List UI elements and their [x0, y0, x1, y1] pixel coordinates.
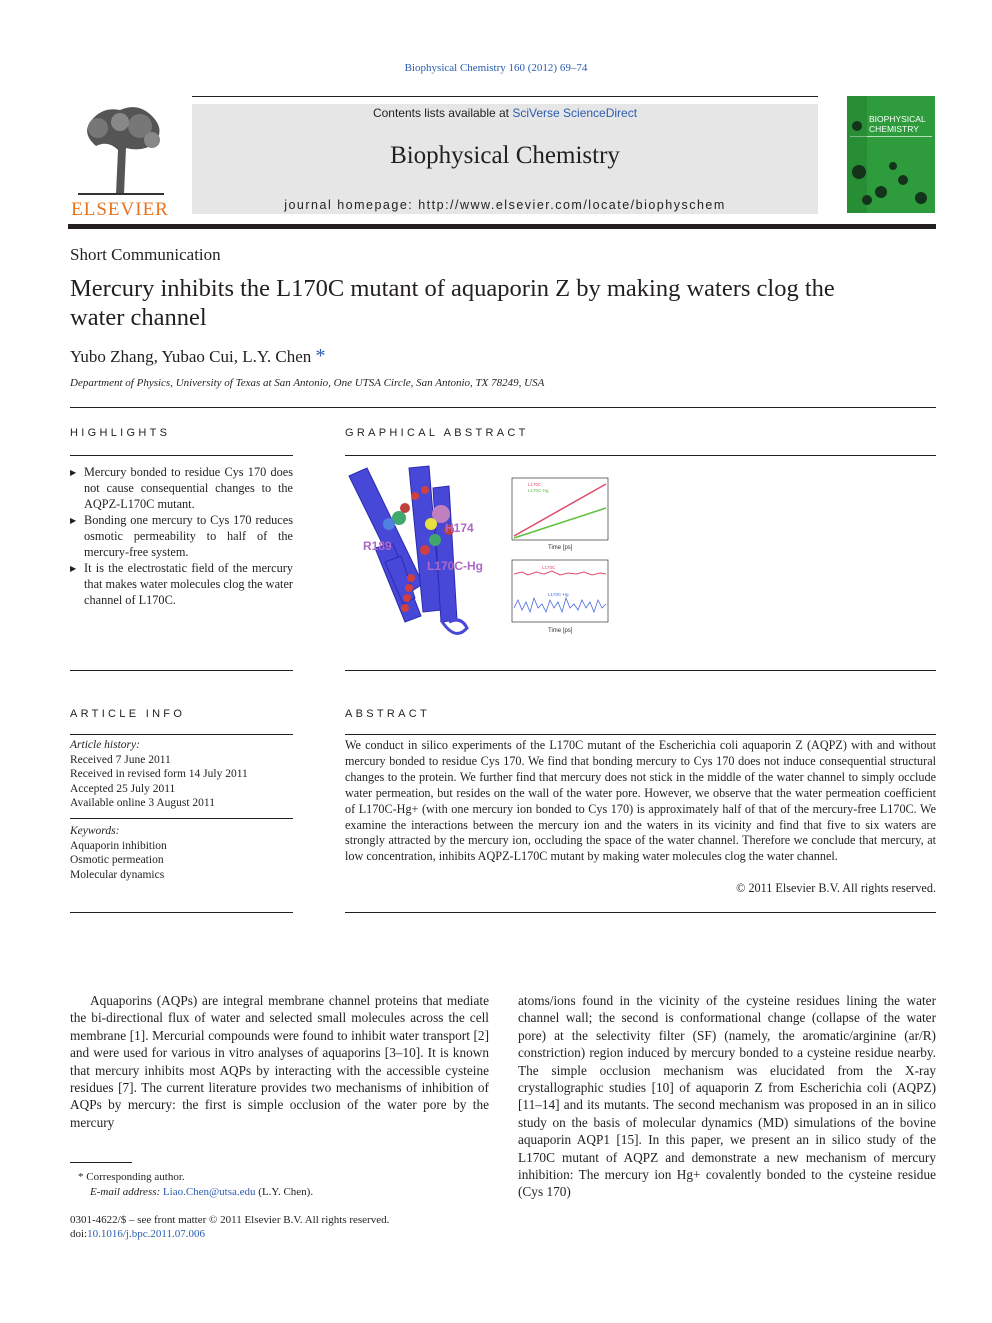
journal-cover [847, 96, 935, 213]
body-column-2: atoms/ions found in the vicinity of the cysteine residues lining the water channel wall; the second is conformational change (collapse of the water pore) at the selectivity filter (SF) (namely, the aromatic/arginine (ar/R) constriction) region induced by mercury bonded to a cysteine residue nearby. The simple occlusion mechanism was elucidated from the X-ray crystallographic studies [10] of aquaporin Z from Escherichia coli (AQPZ) [11–14] and its mutants. The second mechanism was proposed in an in silico study on the basis of molecular dynamics (MD) simulations of the bovine aquaporin AQP1 [15]. In this paper, we present an in silico study of the L170C mutant of AQPZ and demonstrate a new mechanism of mercury inhibition: The mercury ion Hg+ covalently bonded to the cysteine residue (Cys 170) [518, 993, 936, 1200]
journal-citation[interactable]: Biophysical Chemistry 160 (2012) 69–74 [404, 62, 588, 74]
highlights-list [70, 464, 293, 608]
label-l170c-hg: L170C-Hg [427, 559, 484, 573]
plot2-legend-2: L170C-Hg [548, 592, 569, 597]
abstract-copyright: © 2011 Elsevier B.V. All rights reserved. [736, 881, 936, 895]
highlight-item: ▶ It is the electrostatic field of the mercury that makes water molecules clog the water channel of L170C. [70, 560, 293, 608]
graphical-abstract-heading: GRAPHICAL ABSTRACT [345, 427, 529, 439]
history-item: Received in revised form 14 July 2011 [70, 768, 248, 780]
abstract-text: We conduct in silico experiments of the L170C mutant of the Escherichia coli aquaporin Z (AQPZ) with and without mercury bonded to residue Cys 170. We find that bonding mercury to Cys 170 does not induce consequential structural changes to the protein. We further find that mercury does not stick in the middle of the water channel to simply occlude water permeation, but resides on the wall of the water pore. However, we observe that the water permeation coefficient of L170C-Hg+ (with one mercury ion bonded to Cys 170) is approximately half of that of the mercury-free L170C. We examine the interactions between the mercury ion and the waters in its vicinity and find that five to six waters are strongly attracted by the mercury ion, occluding the space of the water channel. Therefore we conclude that mercury, at low concentration, inhibits AQPZ-L170C mutant by making water molecules clog the water channel. [345, 738, 936, 864]
history-item: Received 7 June 2011 [70, 753, 171, 766]
graphical-abstract-plots [498, 474, 610, 636]
issn-line: 0301-4622/$ – see front matter © 2011 Elsevier B.V. All rights reserved. [70, 1214, 390, 1226]
cover-title-1: BIOPHYSICAL [869, 114, 926, 124]
corresponding-footnote: * Corresponding author. E-mail address: Liao.Chen@utsa.edu (L.Y. Chen). [78, 1171, 314, 1198]
label-h174: H174 [445, 521, 474, 535]
keywords: Keywords: Aquaporin inhibition Osmotic permeation Molecular dynamics [70, 824, 293, 882]
plot1-xlabel: Time [ps] [548, 545, 573, 551]
article-info-heading: ARTICLE INFO [70, 708, 186, 720]
highlight-item: ▶ Bonding one mercury to Cys 170 reduces osmotic permeability to half of the mercury-free system. [70, 512, 293, 560]
corresponding-author-mark[interactable]: * [315, 345, 326, 367]
highlights-heading: HIGHLIGHTS [70, 427, 171, 439]
affiliation: Department of Physics, University of Texas at San Antonio, One UTSA Circle, San Antonio, TX 78249, USA [70, 377, 545, 389]
journal-homepage[interactable]: journal homepage: http://www.elsevier.com/locate/biophyschem [284, 198, 726, 212]
highlight-item: ▶ Mercury bonded to residue Cys 170 does not cause consequential changes to the AQPZ-L170C mutant. [70, 464, 293, 512]
plot2-xlabel: Time [ps] [548, 628, 573, 634]
history-item: Available online 3 August 2011 [70, 797, 216, 809]
plot1-legend-1: L170C [528, 482, 542, 487]
history-item: Accepted 25 July 2011 [70, 782, 176, 795]
author-list: Yubo Zhang, Yubao Cui, L.Y. Chen * [70, 345, 326, 367]
elsevier-logo [68, 100, 172, 220]
permeation-plot-icon [498, 474, 610, 636]
keyword-item: Molecular dynamics [70, 868, 165, 881]
doi-link[interactable]: 10.1016/j.bpc.2011.07.006 [87, 1228, 205, 1240]
label-r189: R189 [363, 539, 392, 553]
keyword-item: Aquaporin inhibition [70, 839, 167, 852]
cover-art-icon [847, 96, 935, 213]
elsevier-tree-icon [68, 100, 172, 196]
journal-name: Biophysical Chemistry [390, 142, 620, 169]
plot1-legend-2: L170C-Hg [528, 488, 549, 493]
article-title: Mercury inhibits the L170C mutant of aquaporin Z by making waters clog the water channel [70, 275, 835, 331]
abstract-heading: ABSTRACT [345, 708, 431, 720]
journal-banner [192, 104, 818, 214]
keyword-item: Osmotic permeation [70, 854, 164, 866]
email-link[interactable]: Liao.Chen@utsa.edu [162, 1185, 256, 1198]
contents-line: Contents lists available at SciVerse ScienceDirect [372, 106, 638, 120]
plot2-legend-1: L170C [542, 565, 556, 570]
cover-title-2: CHEMISTRY [869, 124, 919, 134]
article-type: Short Communication [70, 245, 221, 264]
body-column-1: Aquaporins (AQPs) are integral membrane channel proteins that mediate the bi-directional flux of water and selected small molecules across the cell membrane [1]. Mercurial compounds were found to inhibit water transport [2] and were used for various in vitro analyses of aquaporins [3–10]. It is known that mercury inhibits most AQPs by interacting with the accessible cysteine residues [7]. The current literature provides two mechanisms of inhibition of AQPs by mercury: the first is simple occlusion of the water pore by the mercury [70, 993, 489, 1130]
article-history: Article history: Received 7 June 2011 Received in revised form 14 July 2011 Accepted 25 July 2011 Available online 3 August 2011 [70, 738, 293, 811]
doi-line: doi:10.1016/j.bpc.2011.07.006 [70, 1228, 205, 1240]
sciencedirect-link[interactable]: SciVerse ScienceDirect [512, 106, 638, 120]
elsevier-wordmark: ELSEVIER [71, 199, 169, 220]
